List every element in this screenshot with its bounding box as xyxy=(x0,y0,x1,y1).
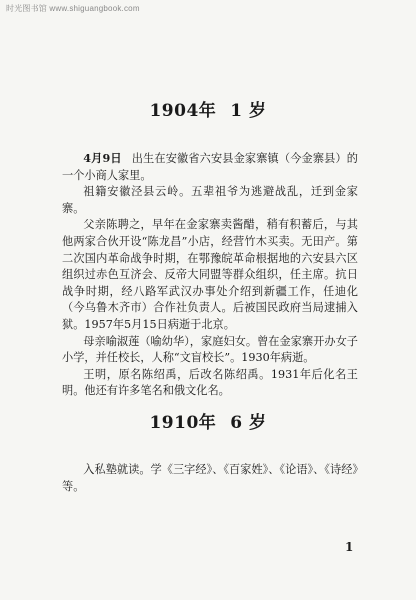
section-age: 6 岁 xyxy=(230,413,267,433)
paragraph-birth xyxy=(62,150,358,184)
paragraph-mother: 母亲喻淑莲（喻幼华），家庭妇女。曾在金家寨开办女子小学，并任校长，人称“文盲校长”。1930年病逝。 xyxy=(62,334,358,365)
paragraph-schooling: 入私塾就读。学《三字经》、《百家姓》、《论语》、《诗经》等。 xyxy=(62,463,358,493)
paragraph-text: 出生在安徽省六安县金家寨镇（今金寨县）的一个小商人家里。 xyxy=(62,152,358,182)
paragraph-father: 父亲陈聘之，早年在金家寨卖酱醋，稍有积蓄后，与其他两家合伙开设“陈龙昌”小店，经营竹木买卖。无田产。第二次国内革命战争时期，在鄂豫皖革命根据地的六安县六区组织过赤色互济会、反帝大同盟等群众组织，任主席。抗日战争时期，经八路军武汉办事处介绍到新疆工作，任迪化（今乌鲁木齐市）合作社负责人。后被国民政府当局逮捕入狱。1957年5月15日病逝于北京。 xyxy=(62,218,358,331)
entry-date: 4月9日 xyxy=(83,151,122,165)
section-body-1904 xyxy=(62,150,358,400)
section-body-1910 xyxy=(62,462,358,495)
section-heading-1904 xyxy=(0,96,416,121)
section-year: 1910年 xyxy=(149,413,217,433)
watermark-text: 时光图书馆 www.shiguangbook.com xyxy=(6,4,140,13)
page-number: 1 xyxy=(345,540,354,554)
section-age: 1 岁 xyxy=(230,101,267,121)
section-year: 1904年 xyxy=(149,101,217,121)
section-heading-1910 xyxy=(0,408,416,433)
paragraph-ancestry: 祖籍安徽泾县云岭。五辈祖爷为逃避战乱，迁到金家寨。 xyxy=(62,185,358,215)
paragraph-name: 王明，原名陈绍禹，后改名陈绍禹。1931年后化名王明。他还有许多笔名和俄文化名。 xyxy=(62,367,358,398)
